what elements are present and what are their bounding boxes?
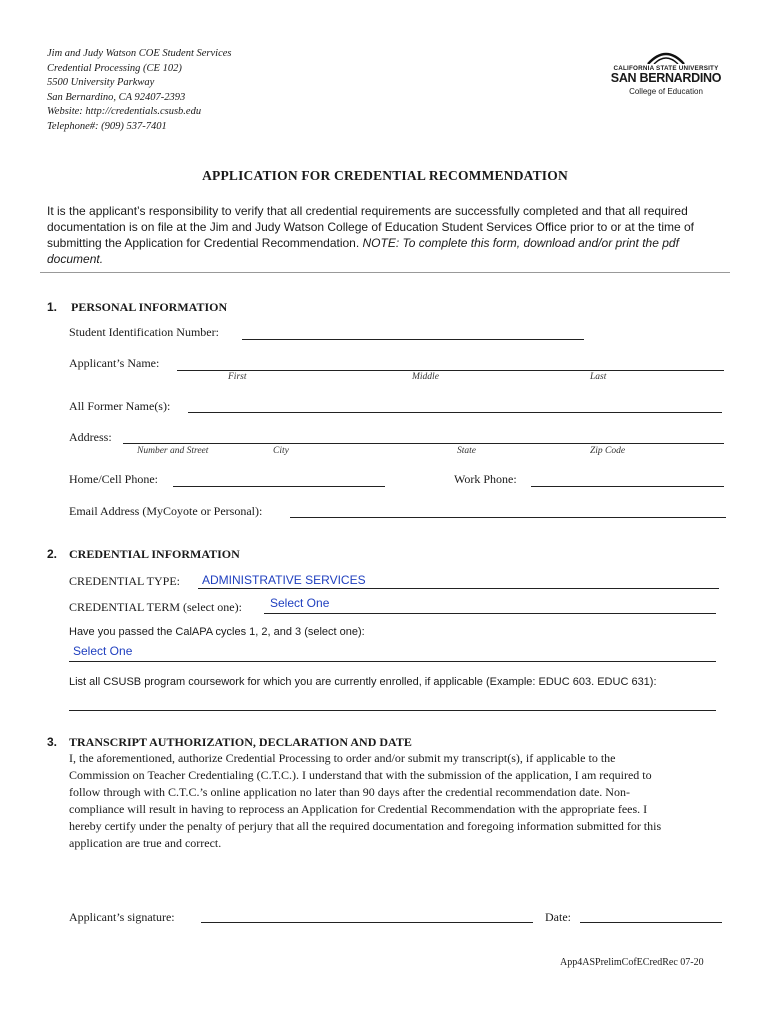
credential-type-label: CREDENTIAL TYPE: [69, 574, 180, 588]
address-line: Website: http://credentials.csusb.edu [47, 106, 202, 118]
home-phone-field[interactable] [173, 486, 385, 487]
section-3-heading: TRANSCRIPT AUTHORIZATION, DECLARATION AND DATE [69, 735, 412, 749]
email-label: Email Address (MyCoyote or Personal): [69, 504, 263, 518]
declaration-paragraph [69, 750, 739, 852]
email-field[interactable] [290, 517, 726, 518]
name-middle-caption: Middle [412, 372, 439, 382]
credential-term-select[interactable]: Select One [270, 596, 330, 610]
credential-term-label: CREDENTIAL TERM (select one): [69, 600, 242, 614]
address-street-caption: Number and Street [137, 446, 209, 456]
intro-paragraph [47, 203, 727, 267]
declaration-line: application are true and correct. [69, 836, 222, 850]
address-line: Credential Processing (CE 102) [47, 62, 182, 74]
address-state-caption: State [457, 446, 476, 456]
credential-term-field[interactable] [264, 613, 716, 614]
section-1-number: 1. [47, 300, 58, 314]
address-line: Telephone#: (909) 537-7401 [47, 120, 167, 132]
declaration-line: hereby certify under the penalty of perjury that all the required documentation and foregoing information submitted for this [69, 819, 662, 833]
calapa-field[interactable] [69, 661, 716, 662]
intro-text: It is the applicant’s responsibility to verify that all credential requirements are successfully completed and that all required documentation is on file at the Jim and Judy Watson College of Education Student Services Office prior to or at the time of submitting the Application for Credential Recommendation. [47, 204, 695, 250]
coursework-field[interactable] [69, 710, 716, 711]
logo-line-1: CALIFORNIA STATE UNIVERSITY [613, 65, 719, 72]
logo-line-3: College of Education [629, 87, 703, 96]
address-zip-caption: Zip Code [590, 446, 626, 456]
address-city-caption: City [273, 446, 289, 456]
logo-line-2: SAN BERNARDINO [610, 71, 722, 85]
address-field[interactable] [123, 443, 724, 444]
declaration-line: follow through with C.T.C.’s online application no later than 90 days after the credential recommendation date. Non- [69, 785, 630, 799]
home-phone-label: Home/Cell Phone: [69, 472, 158, 486]
logo-arch-icon [646, 50, 686, 64]
university-logo [608, 50, 724, 102]
page-title: APPLICATION FOR CREDENTIAL RECOMMENDATION [202, 168, 568, 183]
calapa-label: Have you passed the CalAPA cycles 1, 2, and 3 (select one): [69, 626, 365, 638]
signature-label: Applicant’s signature: [69, 910, 175, 924]
section-2-number: 2. [47, 547, 58, 561]
section-1-heading: PERSONAL INFORMATION [71, 300, 228, 314]
signature-field[interactable] [201, 922, 533, 923]
sender-address [47, 47, 232, 135]
form-code: App4ASPrelimCofECredRec 07-20 [560, 957, 704, 968]
declaration-line: I, the aforementioned, authorize Credential Processing to order and/or submit my transcript(s), if applicable to the [69, 751, 616, 765]
calapa-select[interactable]: Select One [73, 644, 133, 658]
section-3-number: 3. [47, 735, 58, 749]
intro-note: NOTE: To complete this form, download and/or print the pdf document. [47, 236, 679, 266]
credential-type-value[interactable]: ADMINISTRATIVE SERVICES [202, 573, 366, 587]
name-first-caption: First [228, 372, 247, 382]
address-label: Address: [69, 430, 112, 444]
date-label: Date: [545, 910, 571, 924]
address-line: Jim and Judy Watson COE Student Services [47, 48, 232, 59]
applicant-name-label: Applicant’s Name: [69, 356, 160, 370]
student-id-field[interactable] [242, 339, 584, 340]
address-line: San Bernardino, CA 92407-2393 [47, 91, 186, 103]
section-2-heading: CREDENTIAL INFORMATION [69, 547, 240, 561]
student-id-label: Student Identification Number: [69, 325, 219, 339]
address-line: 5500 University Parkway [47, 77, 155, 89]
credential-type-field[interactable] [198, 588, 719, 589]
work-phone-label: Work Phone: [454, 472, 517, 486]
divider [40, 272, 730, 273]
former-names-label: All Former Name(s): [69, 399, 171, 413]
work-phone-field[interactable] [531, 486, 724, 487]
name-last-caption: Last [590, 372, 607, 382]
date-field[interactable] [580, 922, 722, 923]
coursework-label: List all CSUSB program coursework for which you are currently enrolled, if applicable (Example: EDUC 603. EDUC 631): [69, 676, 657, 688]
declaration-line: compliance will result in having to reprocess an Application for Credential Recommendation with the appropriate fees. I [69, 802, 648, 816]
declaration-line: Commission on Teacher Credentialing (C.T.C.). I understand that with the submission of the application, I am required to [69, 768, 652, 782]
applicant-name-field[interactable] [177, 370, 724, 371]
former-names-field[interactable] [188, 412, 722, 413]
